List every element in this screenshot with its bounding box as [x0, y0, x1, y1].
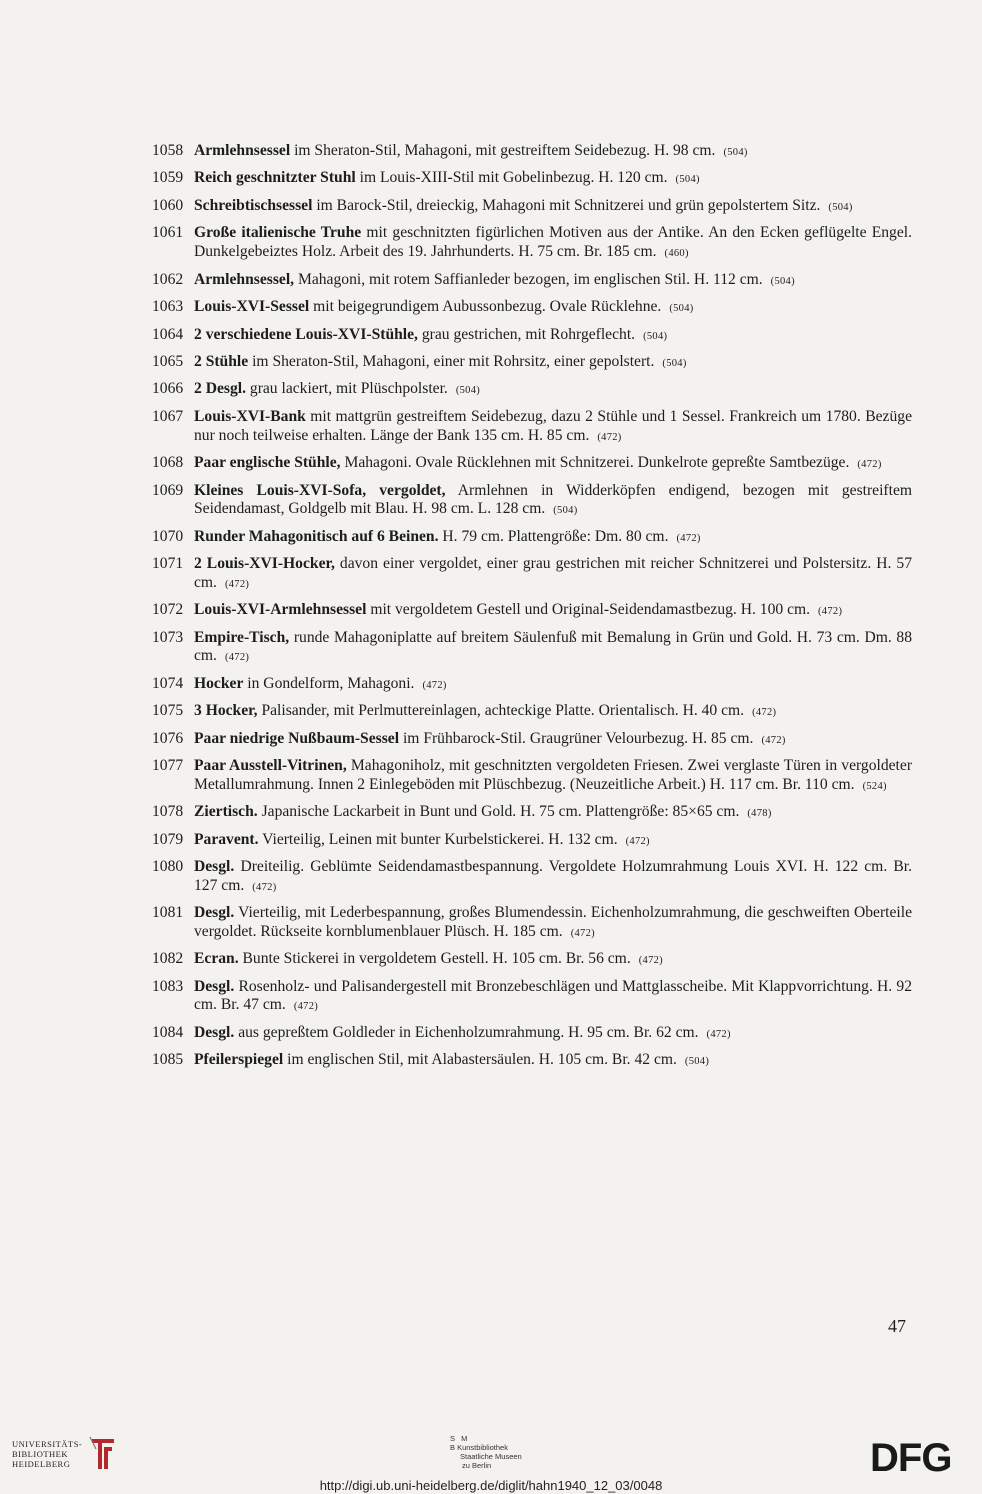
- entry-title: Desgl.: [194, 858, 235, 876]
- entry-body: [194, 326, 912, 347]
- entry-body: [194, 454, 912, 475]
- catalog-entry: [152, 803, 912, 824]
- entry-reference: (472): [422, 679, 447, 691]
- entry-body: [194, 730, 912, 751]
- dfg-logo[interactable]: DFG: [870, 1436, 952, 1480]
- entry-body: [194, 169, 912, 190]
- entry-number: 1064: [152, 325, 184, 343]
- entry-description: im Frühbarock-Stil. Graugrüner Velourbezug. H. 85 cm.: [402, 729, 754, 747]
- entry-body: [194, 555, 912, 594]
- entry-body: [194, 482, 912, 521]
- entry-reference: (478): [747, 808, 772, 820]
- entry-number: 1067: [152, 407, 184, 425]
- entry-title: Armlehnsessel,: [194, 270, 295, 288]
- entry-body: [194, 1051, 912, 1072]
- entry-number: 1061: [152, 224, 184, 242]
- library-logo[interactable]: [12, 1435, 118, 1473]
- entry-title: Paar englische Stühle,: [194, 454, 341, 472]
- entry-description: mit vergoldetem Gestell und Original-Seidendamastbezug. H. 100 cm.: [370, 601, 811, 619]
- entry-body: [194, 858, 912, 897]
- entry-title: Desgl.: [194, 904, 235, 922]
- entry-reference: (504): [662, 357, 687, 369]
- catalog-entry: [152, 904, 912, 943]
- entry-description: mit mattgrün gestreiftem Seidebezug, dazu 2 Stühle und 1 Sessel. Frankreich um 1780. Bezüge nur noch teilweise erhalten. Länge der Bank 135 cm. H. 85 cm.: [194, 407, 912, 444]
- entry-body: [194, 1024, 912, 1045]
- catalog-entry: [152, 224, 912, 263]
- entry-title: Pfeilerspiegel: [194, 1051, 284, 1069]
- entry-body: [194, 978, 912, 1017]
- entry-number: 1075: [152, 702, 184, 720]
- entry-body: [194, 950, 912, 971]
- catalog-entry: [152, 730, 912, 751]
- entry-description: grau gestrichen, mit Rohrgeflecht.: [421, 325, 636, 343]
- entry-title: Desgl.: [194, 977, 235, 995]
- entry-reference: (460): [664, 248, 689, 260]
- entry-description: Japanische Lackarbeit in Bunt und Gold. H. 75 cm. Plattengröße: 85×65 cm.: [261, 803, 740, 821]
- catalog-entry: [152, 1024, 912, 1045]
- entry-body: [194, 353, 912, 374]
- entry-body: [194, 197, 912, 218]
- entry-description: aus gepreßtem Goldleder in Eichenholzumrahmung. H. 95 cm. Br. 62 cm.: [238, 1023, 699, 1041]
- entry-description: Armlehnen in Widderköpfen endigend, bezogen mit gestreiftem Seidendamast, Goldgelb mit Blau. H. 98 cm. L. 128 cm.: [194, 481, 912, 518]
- entry-description: im Louis-XIII-Stil mit Gobelinbezug. H. 120 cm.: [359, 169, 668, 187]
- catalog-entry: [152, 858, 912, 897]
- entry-title: Empire-Tisch,: [194, 628, 290, 646]
- entry-reference: (504): [553, 505, 578, 517]
- entry-title: Ziertisch.: [194, 803, 258, 821]
- catalog-entry: [152, 950, 912, 971]
- catalog-entry: [152, 380, 912, 401]
- catalog-entry: [152, 142, 912, 163]
- entry-number: 1077: [152, 757, 184, 775]
- entry-number: 1074: [152, 674, 184, 692]
- entry-reference: (504): [643, 330, 668, 342]
- entry-reference: (472): [752, 707, 777, 719]
- entry-title: Hocker: [194, 674, 244, 692]
- entry-description: Palisander, mit Perlmuttereinlagen, achteckige Platte. Orientalisch. H. 40 cm.: [261, 702, 745, 720]
- entry-reference: (472): [818, 606, 843, 618]
- library-emblem-icon: [88, 1435, 118, 1473]
- entry-title: Paar niedrige Nußbaum-Sessel: [194, 729, 400, 747]
- entry-title: Runder Mahagonitisch auf 6 Beinen.: [194, 527, 439, 545]
- entry-title: 2 Louis-XVI-Hocker,: [194, 555, 335, 573]
- library-name: UNIVERSITÄTS- BIBLIOTHEK HEIDELBERG: [12, 1439, 83, 1469]
- entry-number: 1081: [152, 904, 184, 922]
- entry-reference: (504): [770, 275, 795, 287]
- footer: [0, 1420, 982, 1494]
- entry-description: Rosenholz- und Palisandergestell mit Bronzebeschlägen und Mattglasscheibe. Mit Klappvorrichtung. H. 92 cm. Br. 47 cm.: [194, 977, 912, 1014]
- catalog-entry: [152, 454, 912, 475]
- entry-body: [194, 831, 912, 852]
- entry-description: im Barock-Stil, dreieckig, Mahagoni mit Schnitzerei und grün gepolstertem Sitz.: [316, 196, 821, 214]
- entry-reference: (504): [828, 201, 853, 213]
- entry-title: Große italienische Truhe: [194, 224, 362, 242]
- entry-number: 1076: [152, 729, 184, 747]
- entry-reference: (472): [570, 927, 595, 939]
- catalog-entry: [152, 978, 912, 1017]
- catalog-entry: [152, 831, 912, 852]
- entry-number: 1084: [152, 1023, 184, 1041]
- entry-body: [194, 271, 912, 292]
- entry-reference: (472): [293, 1001, 319, 1013]
- catalog-entry: [152, 702, 912, 723]
- entry-reference: (504): [669, 303, 694, 315]
- entry-number: 1070: [152, 527, 184, 545]
- entry-description: Bunte Stickerei in vergoldetem Gestell. H. 105 cm. Br. 56 cm.: [242, 950, 631, 968]
- catalog-entry: [152, 271, 912, 292]
- entry-body: [194, 702, 912, 723]
- entry-title: Louis-XVI-Armlehnsessel: [194, 601, 367, 619]
- entry-body: [194, 528, 912, 549]
- entry-description: Mahagoniholz, mit geschnitzten vergoldeten Friesen. Zwei verglaste Türen in vergoldeter Metallumrahmung. Innen 2 Einlegeböden mit Plüschbezug. (Neuzeitliche Arbeit.) H. 117 cm. Br. 110 cm.: [194, 757, 913, 793]
- entry-title: Paravent.: [194, 830, 259, 848]
- entry-description: Mahagoni. Ovale Rücklehnen mit Schnitzerei. Dunkelrote gepreßte Samtbezüge.: [344, 454, 850, 472]
- entry-reference: (472): [224, 578, 250, 590]
- catalog-entry: [152, 555, 912, 594]
- entry-body: [194, 298, 912, 319]
- entry-title: 2 Desgl.: [194, 380, 246, 398]
- entry-number: 1065: [152, 352, 184, 370]
- catalog-entry: [152, 482, 912, 521]
- entry-description: im englischen Stil, mit Alabastersäulen. H. 105 cm. Br. 42 cm.: [287, 1051, 677, 1069]
- entry-body: [194, 142, 912, 163]
- entry-title: Armlehnsessel: [194, 142, 291, 159]
- entry-number: 1058: [152, 142, 184, 159]
- entry-body: [194, 380, 912, 401]
- entry-reference: (472): [706, 1028, 731, 1040]
- entry-body: [194, 757, 912, 796]
- entry-reference: (504): [684, 1056, 710, 1068]
- entry-reference: (472): [252, 881, 277, 893]
- source-url[interactable]: http://digi.ub.uni-heidelberg.de/diglit/hahn1940_12_03/0048: [319, 1478, 663, 1493]
- catalog-entry: [152, 197, 912, 218]
- entry-number: 1071: [152, 555, 184, 573]
- catalog-entries: [152, 142, 912, 1079]
- entry-number: 1072: [152, 601, 184, 619]
- entry-title: Louis-XVI-Bank: [194, 407, 306, 425]
- catalog-entry: [152, 169, 912, 190]
- catalog-entry: [152, 298, 912, 319]
- entry-title: Kleines Louis-XVI-Sofa, vergoldet,: [194, 481, 446, 499]
- entry-body: [194, 629, 912, 668]
- entry-title: Louis-XVI-Sessel: [194, 298, 310, 316]
- entry-body: [194, 224, 912, 263]
- catalog-entry: [152, 757, 912, 796]
- entry-number: 1066: [152, 380, 184, 398]
- entry-title: Schreibtischsessel: [194, 196, 313, 214]
- entry-number: 1085: [152, 1051, 184, 1069]
- entry-body: [194, 803, 912, 824]
- entry-description: mit geschnitzten figürlichen Motiven aus der Antike. An den Ecken geflügelte Engel. Dunkelgebeiztes Holz. Arbeit des 19. Jahrhunderts. H. 75 cm. Br. 185 cm.: [194, 224, 912, 261]
- entry-description: H. 79 cm. Plattengröße: Dm. 80 cm.: [442, 527, 669, 545]
- entry-description: Mahagoni, mit rotem Saffianleder bezogen, im englischen Stil. H. 112 cm.: [297, 270, 763, 288]
- kunstbibliothek-logo[interactable]: S M B Kunstbibliothek Staatliche Museen zu Berlin: [450, 1434, 522, 1470]
- page-number: 47: [888, 1316, 906, 1336]
- entry-description: davon einer vergoldet, einer grau gestrichen mit reicher Schnitzerei und Polstersitz. H. 57 cm.: [194, 555, 912, 591]
- entry-number: 1063: [152, 298, 184, 316]
- entry-description: grau lackiert, mit Plüschpolster.: [249, 380, 448, 398]
- entry-description: runde Mahagoniplatte auf breitem Säulenfuß mit Bemalung in Grün und Gold. H. 73 cm. Dm. 88 cm.: [194, 628, 912, 665]
- catalog-entry: [152, 528, 912, 549]
- entry-reference: (472): [761, 734, 786, 746]
- entry-reference: (472): [597, 431, 622, 443]
- entry-body: [194, 904, 912, 943]
- entry-title: Reich geschnitzter Stuhl: [194, 169, 356, 187]
- entry-reference: (472): [857, 459, 882, 471]
- entry-title: Ecran.: [194, 950, 239, 968]
- entry-title: 3 Hocker,: [194, 702, 258, 720]
- entry-description: im Sheraton-Stil, Mahagoni, mit gestreiftem Seidebezug. H. 98 cm.: [294, 142, 716, 159]
- entry-number: 1079: [152, 830, 184, 848]
- entry-description: mit beigegrundigem Aubussonbezug. Ovale Rücklehne.: [313, 298, 662, 316]
- entry-number: 1068: [152, 454, 184, 472]
- catalog-entry: [152, 408, 912, 447]
- catalog-entry: [152, 1051, 912, 1072]
- entry-reference: (524): [862, 780, 887, 792]
- entry-number: 1082: [152, 950, 184, 968]
- entry-body: [194, 675, 912, 696]
- entry-description: Vierteilig, Leinen mit bunter Kurbelstickerei. H. 132 cm.: [262, 830, 618, 848]
- entry-reference: (504): [723, 147, 748, 158]
- entry-number: 1083: [152, 977, 184, 995]
- entry-number: 1078: [152, 803, 184, 821]
- entry-description: im Sheraton-Stil, Mahagoni, einer mit Rohrsitz, einer gepolstert.: [252, 352, 655, 370]
- catalog-entry: [152, 601, 912, 622]
- entry-reference: (472): [625, 835, 650, 847]
- catalog-entry: [152, 675, 912, 696]
- entry-body: [194, 408, 912, 447]
- entry-description: Vierteilig, mit Lederbespannung, großes Blumendessin. Eichenholzumrahmung, die geschweiften Oberteile vergoldet. Rückseite kornblumenblauer Plüsch. H. 185 cm.: [194, 904, 912, 940]
- entry-title: 2 Stühle: [194, 352, 249, 370]
- entry-description: in Gondelform, Mahagoni.: [247, 674, 415, 692]
- entry-reference: (504): [455, 385, 481, 397]
- entry-title: Desgl.: [194, 1023, 235, 1041]
- entry-reference: (472): [224, 652, 250, 664]
- entry-number: 1069: [152, 481, 184, 499]
- entry-reference: (504): [675, 174, 700, 186]
- catalog-entry: [152, 629, 912, 668]
- entry-title: 2 verschiedene Louis-XVI-Stühle,: [194, 325, 418, 343]
- entry-description: Dreiteilig. Geblümte Seidendamastbespannung. Vergoldete Holzumrahmung Louis XVI. H. 122 cm. Br. 127 cm.: [194, 858, 912, 894]
- entry-number: 1062: [152, 270, 184, 288]
- catalog-entry: [152, 326, 912, 347]
- entry-title: Paar Ausstell-Vitrinen,: [194, 757, 347, 775]
- entry-reference: (472): [676, 532, 701, 544]
- catalog-entry: [152, 353, 912, 374]
- entry-number: 1080: [152, 858, 184, 876]
- entry-number: 1060: [152, 196, 184, 214]
- entry-number: 1073: [152, 628, 184, 646]
- entry-body: [194, 601, 912, 622]
- entry-reference: (472): [638, 955, 663, 967]
- entry-number: 1059: [152, 169, 184, 187]
